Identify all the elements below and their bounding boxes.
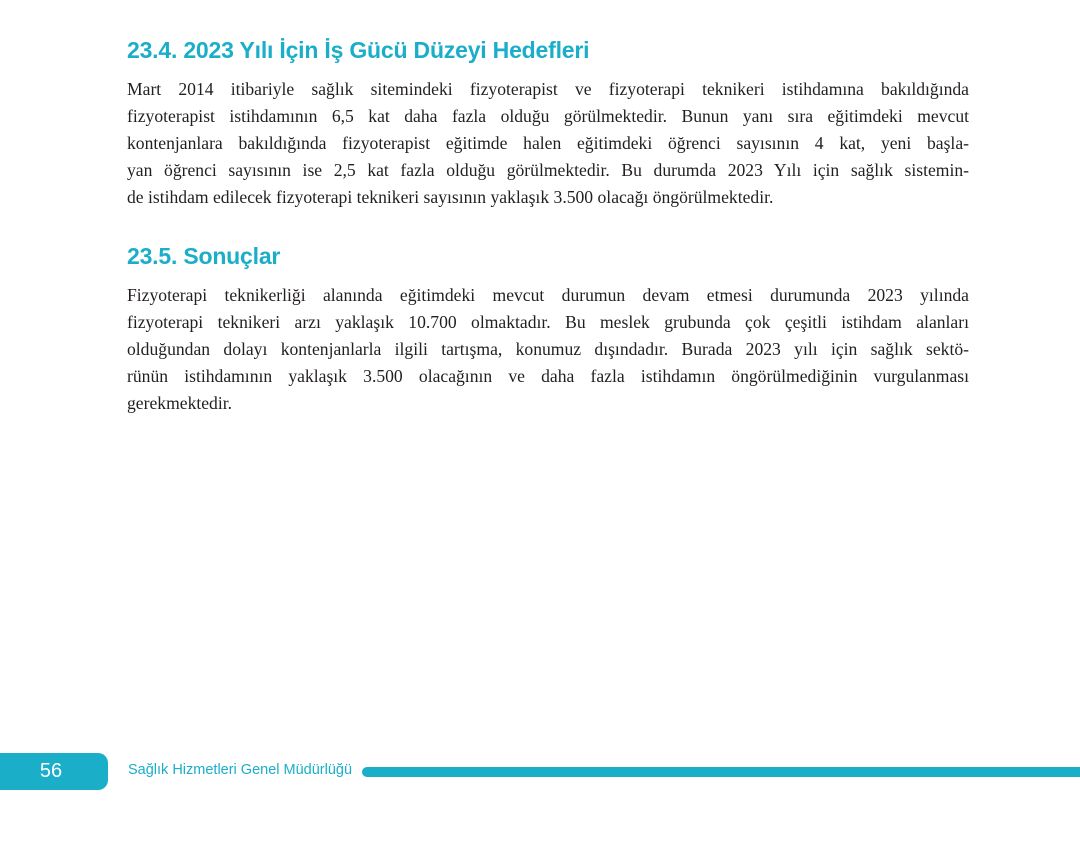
footer-publisher-label: Sağlık Hizmetleri Genel Müdürlüğü [128, 762, 353, 778]
footer-divider-bar [362, 767, 1080, 777]
paragraph-line: gerekmektedir. [127, 393, 233, 413]
paragraph-line: Mart 2014 itibariyle sağlık sitemindeki fizyoterapist ve fizyoterapi teknikeri istihdamına bakıldığında [127, 79, 969, 99]
section-results [127, 240, 969, 417]
paragraph-line: yan öğrenci sayısının ise 2,5 kat fazla olduğu görülmektedir. Bu durumda 2023 Yılı için sağlık sistemin- [127, 160, 969, 180]
section-paragraph [127, 282, 969, 417]
paragraph-line: kontenjanlara bakıldığında fizyoterapist eğitimde halen eğitimdeki öğrenci sayısının 4 kat, yeni başla- [127, 133, 969, 153]
paragraph-line: olduğundan dolayı kontenjanlarla ilgili tartışma, konumuz dışındadır. Burada 2023 yılı için sağlık sektö- [127, 339, 969, 359]
paragraph-line: de istihdam edilecek fizyoterapi teknikeri sayısının yaklaşık 3.500 olacağı öngörülmektedir. [127, 187, 774, 207]
page-number: 56 [39, 760, 63, 782]
section-heading: 23.4. 2023 Yılı İçin İş Gücü Düzeyi Hedefleri [127, 37, 590, 63]
section-heading: 23.5. Sonuçlar [127, 243, 281, 269]
paragraph-line: Fizyoterapi teknikerliği alanında eğitimdeki mevcut durumun devam etmesi durumunda 2023 yılında [127, 285, 969, 305]
paragraph-line: fizyoterapi teknikeri arzı yaklaşık 10.700 olmaktadır. Bu meslek grubunda çok çeşitli istihdam alanları [127, 312, 969, 332]
page-number-tab [0, 753, 108, 790]
section-paragraph [127, 76, 969, 211]
section-workforce-targets [127, 34, 969, 211]
paragraph-line: fizyoterapist istihdamının 6,5 kat daha fazla olduğu görülmektedir. Bunun yanı sıra eğitimdeki mevcut [127, 106, 969, 126]
paragraph-line: rünün istihdamının yaklaşık 3.500 olacağının ve daha fazla istihdamın öngörülmediğinin vurgulanması [127, 366, 969, 386]
